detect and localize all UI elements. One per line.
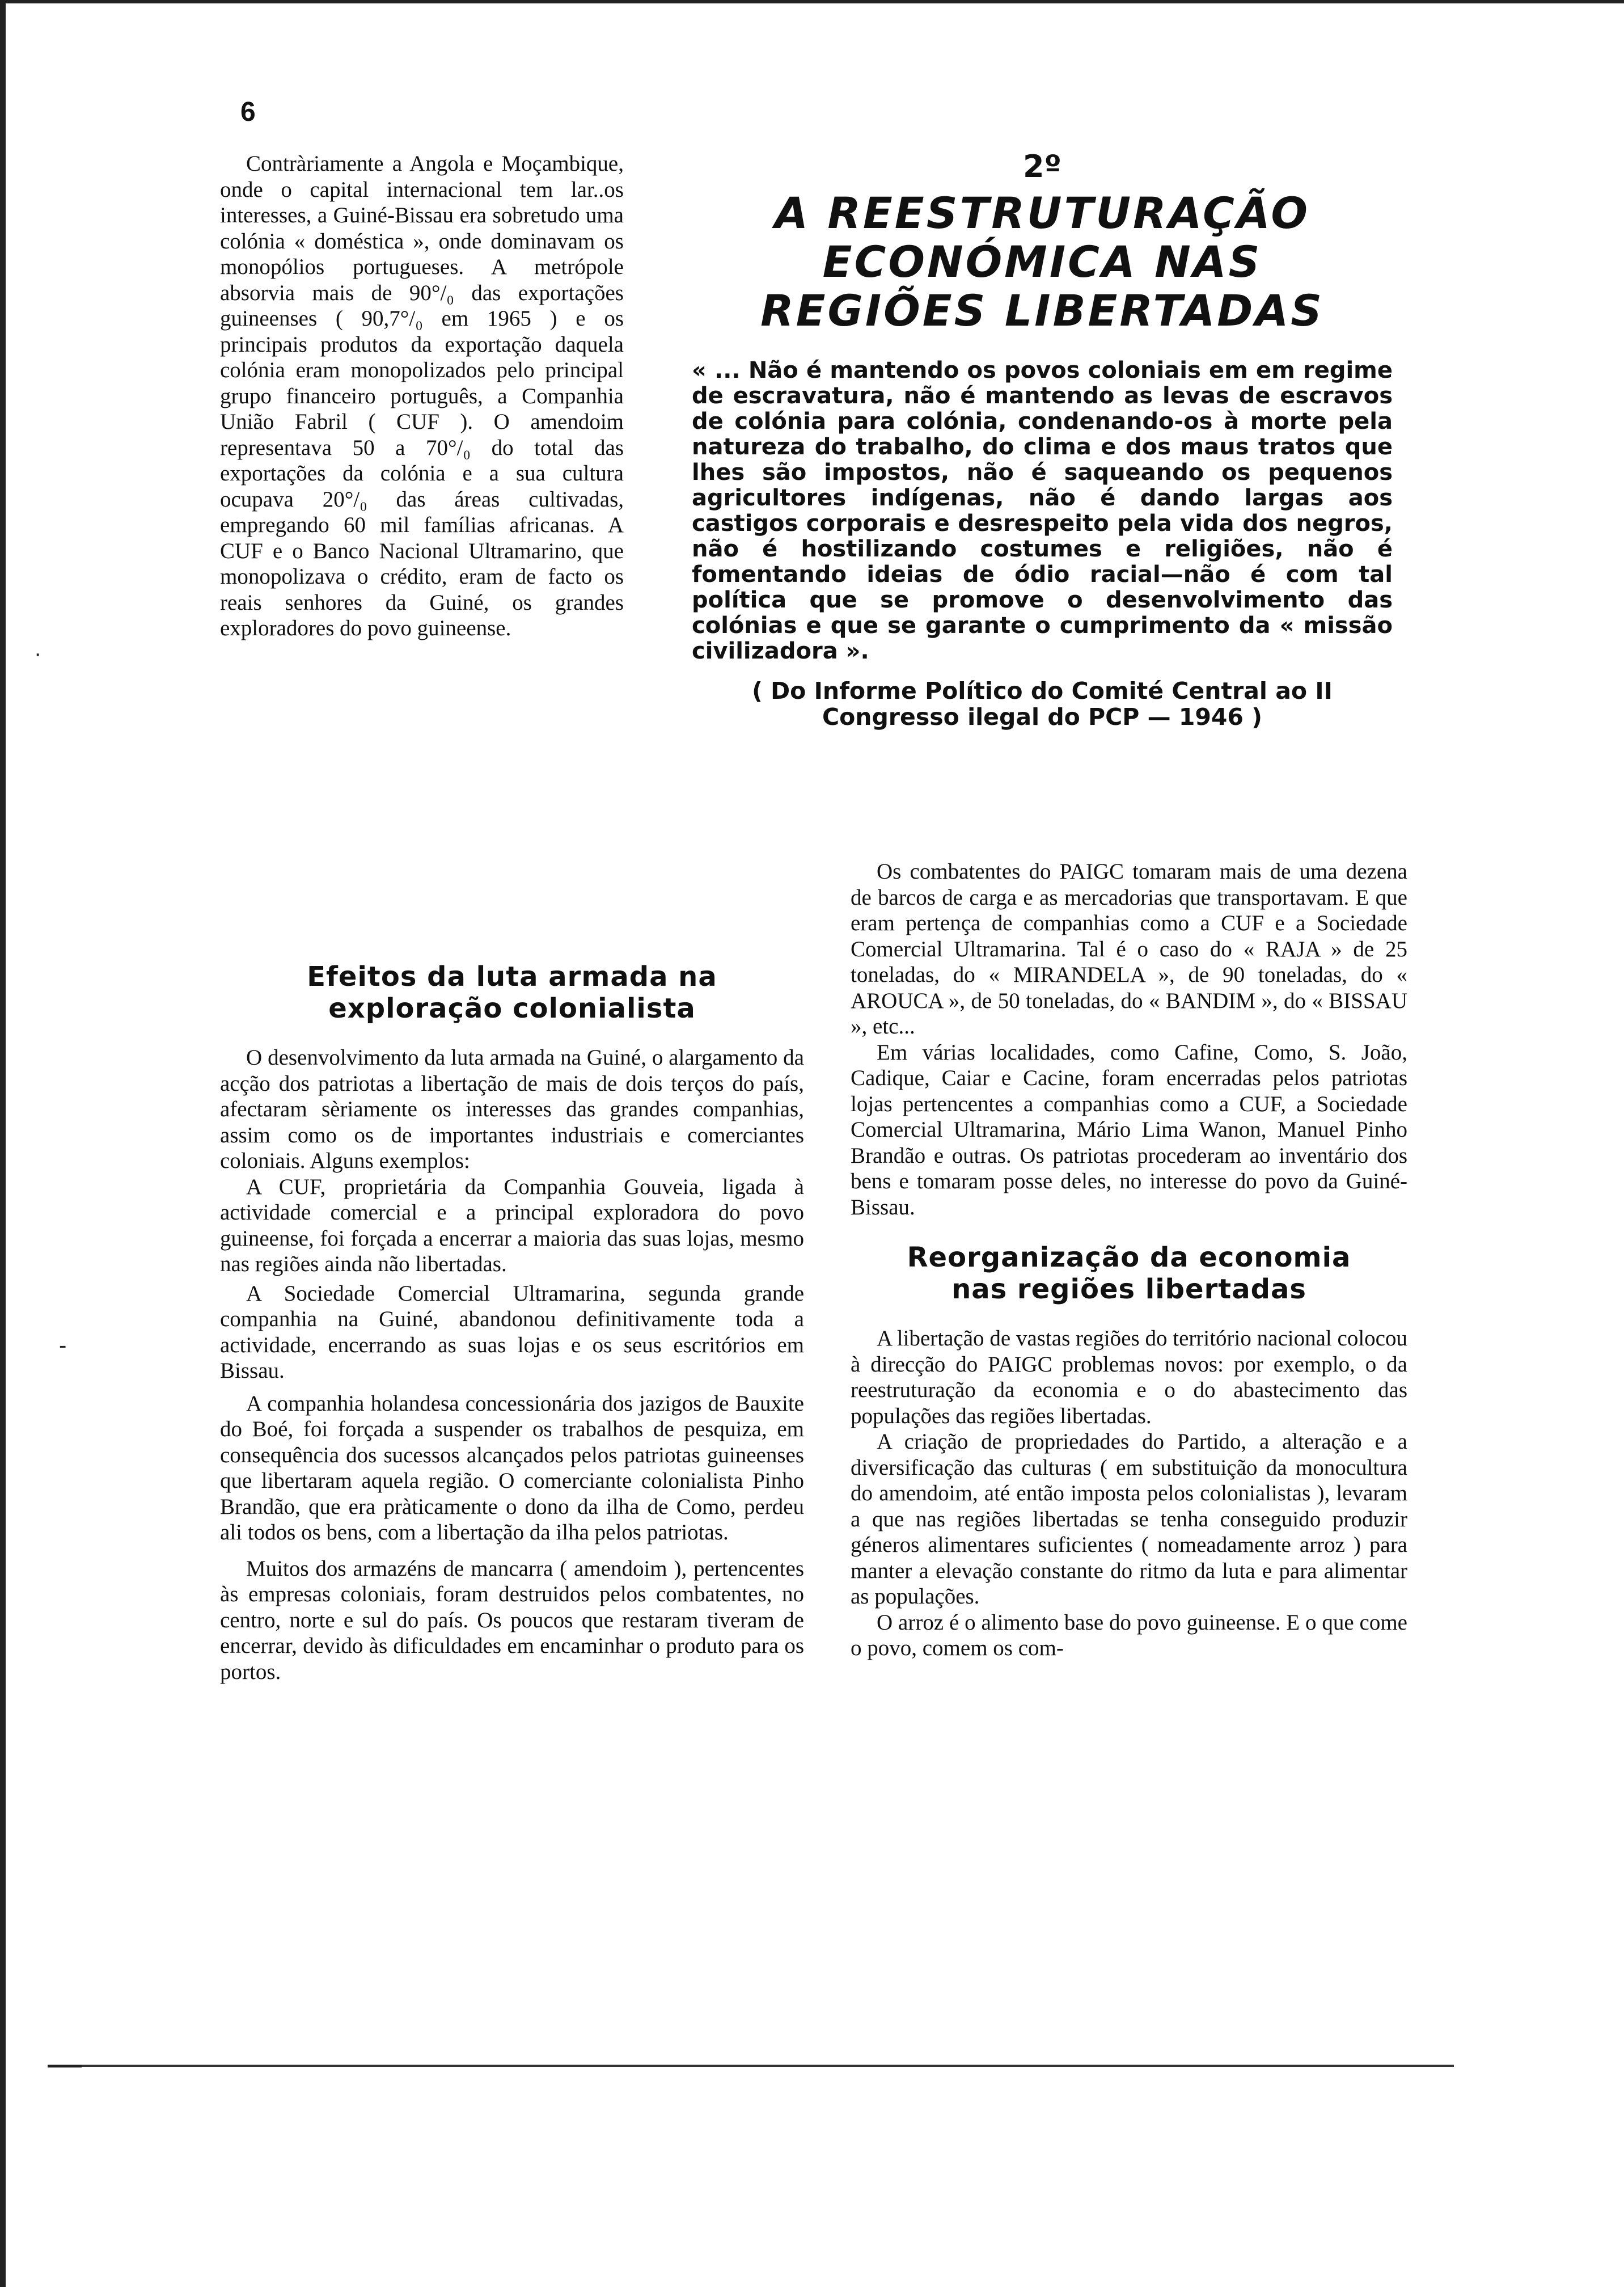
left-section [220, 961, 804, 1685]
feature-title-line: A REESTRUTURAÇÃO [775, 188, 1310, 238]
intro-paragraph: Contràriamente a Angola e Moçambique, onde o capital internacional tem lar..os interesses, a Guiné-Bissau era sobretudo uma colónia « doméstica », onde dominavam os monopólios portugueses. A metrópole absorvia mais de 90°/₀ das exportações guineenses ( 90,7°/₀ em 1965 ) e os principais produtos da exportação daquela colónia eram monopolizados pelo principal grupo financeiro português, a Companhia União Fabril ( CUF ). O amendoim representava 50 a 70°/₀ do total das exportações da colónia e a sua cultura ocupava 20°/₀ das áreas cultivadas, empregando 60 mil famílias africanas. A CUF e o Banco Nacional Ultramarino, que monopolizava o crédito, eram de facto os reais senhores da Guiné, os grandes exploradores do povo guineense. [220, 151, 624, 640]
feature-quote: « ... Não é mantendo os povos coloniais em em regime de escravatura, não é mantendo as levas de escravos de colónia para colónia, condenando-os à morte pela natureza do trabalho, do clima e dos maus tratos que lhes são impostos, não é saqueando os pequenos agricultores indígenas, não é dando largas aos castigos corporais e desrespeito pela vida dos negros, não é hostilizando costumes e religiões, não é fomentando ideias de ódio racial—não é com tal política que se promove o desenvolvimento das colónias e que se garante o cumprimento da « missão civilizadora ». [692, 357, 1393, 664]
intro-column [220, 151, 624, 642]
body-paragraph: Muitos dos armazéns de mancarra ( amendoim ), pertencentes às empresas coloniais, foram destruidos pelos combatentes, no centro, norte e sul do país. Os poucos que restaram tiveram de encerrar, devido às dificuldades em encaminhar o produto para os portos. [220, 1556, 804, 1684]
section-heading-line: Reorganização da economia [907, 1242, 1351, 1273]
body-paragraph: O arroz é o alimento base do povo guineense. E o que come o povo, comem os com- [851, 1610, 1407, 1660]
section-heading-line: exploração colonialista [328, 993, 696, 1024]
bottom-rule [48, 2065, 1454, 2067]
section-heading-line: Efeitos da luta armada na [307, 961, 717, 993]
body-paragraph: Em várias localidades, como Cafine, Como, S. João, Cadique, Caiar e Cacine, foram encerradas pelos patriotas lojas pertencentes a companhias como a CUF, a Sociedade Comercial Ultramarina, Mário Lima Wanon, Manuel Pinho Brandão e outras. Os patriotas procederam ao inventário dos bens e tomaram posse deles, no interesse do povo da Guiné-Bissau. [851, 1040, 1407, 1220]
section-heading [851, 1242, 1407, 1305]
feature-source: ( Do Informe Político do Comité Central ao II Congresso ilegal do PCP — 1946 ) [752, 677, 1333, 731]
section-heading-line: nas regiões libertadas [951, 1273, 1306, 1305]
right-section [851, 859, 1407, 1661]
body-paragraph: A libertação de vastas regiões do território nacional colocou à direcção do PAIGC problemas novos: por exemplo, o da reestruturação da economia e o do abastecimento das populações das regiões libertadas. [851, 1326, 1407, 1428]
body-paragraph: A criação de propriedades do Partido, a alteração e a diversificação das culturas ( em substituição da monocultura do amendoim, até então imposta pelos colonialistas ), levaram a que nas regiões libertadas se tenha conseguido produzir géneros alimentares suficientes ( nomeadamente arroz ) para manter a elevação constante do ritmo da luta e para alimentar as populações. [851, 1429, 1407, 1609]
bottom-rule-accent [48, 2065, 82, 2067]
page-left-border [0, 0, 8, 2287]
page-number: 6 [240, 97, 256, 127]
feature-title [692, 189, 1393, 335]
page-top-border [0, 0, 1624, 9]
body-paragraph: A Sociedade Comercial Ultramarina, segunda grande companhia na Guiné, abandonou definitivamente toda a actividade, encerrando as suas lojas e os seus escritórios em Bissau. [220, 1281, 804, 1383]
feature-title-line: ECONÓMICA NAS [822, 237, 1262, 287]
scan-mark: - [59, 1333, 67, 1358]
feature-box [692, 149, 1393, 730]
feature-number: 2º [1022, 149, 1062, 184]
body-paragraph: A companhia holandesa concessionária dos jazigos de Bauxite do Boé, foi forçada a suspender os trabalhos de pesquiza, em consequência dos sucessos alcançados pelos patriotas guineenses que libertaram aquela região. O comerciante colonialista Pinho Brandão, que era pràticamente o dono da ilha de Como, perdeu ali todos os bens, com a libertação da ilha pelos patriotas. [220, 1391, 804, 1545]
body-paragraph: A CUF, proprietária da Companhia Gouveia, ligada à actividade comercial e a principal exploradora do povo guineense, foi forçada a encerrar a maioria das suas lojas, mesmo nas regiões ainda não libertadas. [220, 1174, 804, 1276]
scan-mark: · [34, 641, 42, 666]
body-paragraph: O desenvolvimento da luta armada na Guiné, o alargamento da acção dos patriotas a libertação de mais de dois terços do país, afectaram sèriamente os interesses das grandes companhias, assim como os de importantes industriais e comerciantes coloniais. Alguns exemplos: [220, 1045, 804, 1173]
feature-title-line: REGIÕES LIBERTADAS [760, 285, 1324, 336]
body-paragraph: Os combatentes do PAIGC tomaram mais de uma dezena de barcos de carga e as mercadorias que transportavam. E que eram pertença de companhias como a CUF e a Sociedade Comercial Ultramarina. Tal é o caso do « RAJA » de 25 toneladas, do « MIRANDELA », de 90 toneladas, do « AROUCA », de 50 toneladas, do « BANDIM », do « BISSAU », etc... [851, 859, 1407, 1039]
section-heading [220, 961, 804, 1024]
